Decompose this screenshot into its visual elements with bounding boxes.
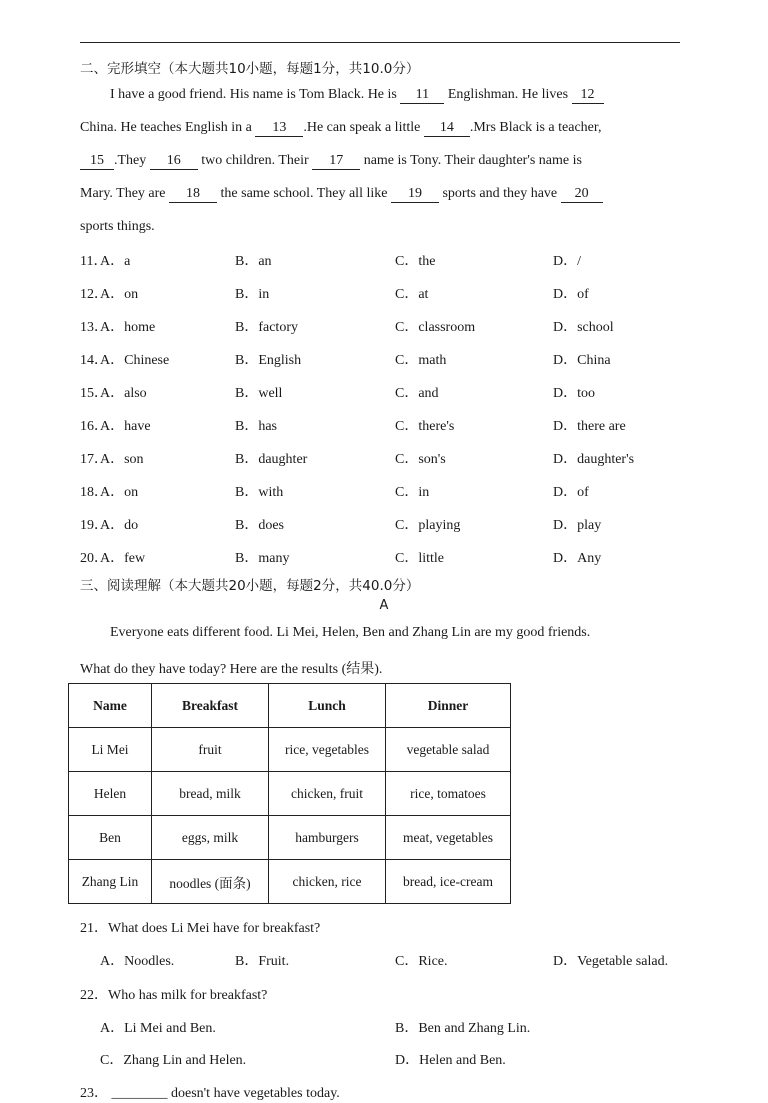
meal-table [68, 683, 511, 904]
option-d[interactable]: D．too [553, 386, 595, 401]
option-b[interactable]: B．has [235, 419, 277, 434]
blank-15: 15 [80, 153, 114, 170]
column-header: Breakfast [152, 684, 269, 728]
option-c[interactable]: C．playing [395, 518, 461, 533]
cloze-passage-line-2 [80, 111, 680, 144]
reading-intro-2: What do they have today? Here are the results (结果). [80, 662, 383, 677]
option-b[interactable]: B．daughter [235, 452, 308, 467]
option-b[interactable]: B．many [235, 551, 290, 566]
section-heading-reading: 三、阅读理解（本大题共20小题，每题2分，共40.0分） [80, 578, 420, 594]
option-a[interactable]: A．on [100, 287, 139, 302]
text: Englishman. He lives [447, 87, 569, 102]
table-cell: bread, ice-cream [386, 860, 511, 904]
blank-20: 20 [561, 186, 603, 203]
question-number: 14． [80, 353, 108, 368]
option-b[interactable]: B．English [235, 353, 302, 368]
option-b[interactable]: B．an [235, 254, 272, 269]
blank-19: 19 [391, 186, 439, 203]
table-cell: bread, milk [152, 772, 269, 816]
table-cell: rice, tomatoes [386, 772, 511, 816]
option-c[interactable]: C．Zhang Lin and Helen. [100, 1053, 247, 1068]
option-a[interactable]: A．do [100, 518, 139, 533]
question-23 [80, 1082, 340, 1102]
question-number: 11． [80, 254, 108, 269]
table-cell: eggs, milk [152, 816, 269, 860]
table-header-row [69, 684, 511, 728]
option-a[interactable]: A．a [100, 254, 131, 269]
option-b[interactable]: B．with [235, 485, 284, 500]
text: the same school. They all like [220, 186, 388, 201]
table-cell: chicken, rice [269, 860, 386, 904]
blank-18: 18 [169, 186, 217, 203]
option-c[interactable]: C．there's [395, 419, 455, 434]
option-c[interactable]: C．the [395, 254, 436, 269]
question-number: 19． [80, 518, 108, 533]
option-a[interactable]: A．home [100, 320, 156, 335]
text: name is Tony. Their daughter's name is [363, 153, 582, 168]
text: .He can speak a little [303, 120, 421, 135]
table-cell: chicken, fruit [269, 772, 386, 816]
table-row [69, 860, 511, 904]
option-d[interactable]: D．China [553, 353, 611, 368]
option-d[interactable]: D．Vegetable salad. [553, 954, 669, 969]
option-a[interactable]: A．Li Mei and Ben. [100, 1021, 216, 1036]
answer-blank: ________ [111, 1086, 168, 1101]
text: sports and they have [442, 186, 558, 201]
passage-label: A [379, 598, 389, 613]
column-header: Name [69, 684, 152, 728]
cloze-passage-line-5: sports things. [80, 219, 155, 234]
option-b[interactable]: B．well [235, 386, 283, 401]
question-number: 20． [80, 551, 108, 566]
option-c[interactable]: C．Rice. [395, 954, 448, 969]
question-number: 23． [80, 1086, 108, 1101]
text: I have a good friend. His name is Tom Black. He is [110, 87, 397, 102]
option-d[interactable]: D．play [553, 518, 602, 533]
question-number: 18． [80, 485, 108, 500]
question-number: 15． [80, 386, 108, 401]
question-text: doesn't have vegetables today. [171, 1086, 340, 1101]
option-d[interactable]: D．of [553, 287, 589, 302]
top-rule [80, 42, 680, 43]
option-a[interactable]: A．Chinese [100, 353, 170, 368]
blank-14: 14 [424, 120, 470, 137]
option-a[interactable]: A．have [100, 419, 151, 434]
blank-17: 17 [312, 153, 360, 170]
question-number: 16． [80, 419, 108, 434]
option-d[interactable]: D．/ [553, 254, 581, 269]
option-b[interactable]: B．Ben and Zhang Lin. [395, 1021, 531, 1036]
table-cell: noodles (面条) [152, 860, 269, 904]
option-d[interactable]: D．there are [553, 419, 626, 434]
table-cell: rice, vegetables [269, 728, 386, 772]
option-c[interactable]: C．at [395, 287, 429, 302]
option-c[interactable]: C．math [395, 353, 447, 368]
option-b[interactable]: B．Fruit. [235, 954, 290, 969]
table-cell: meat, vegetables [386, 816, 511, 860]
question-21-stem: 21．What does Li Mei have for breakfast? [80, 921, 321, 936]
cloze-passage-line-4 [80, 177, 680, 210]
table-cell: vegetable salad [386, 728, 511, 772]
text: .They [114, 153, 147, 168]
option-d[interactable]: D．daughter's [553, 452, 635, 467]
table-cell: Zhang Lin [69, 860, 152, 904]
option-c[interactable]: C．in [395, 485, 430, 500]
option-a[interactable]: A．on [100, 485, 139, 500]
option-d[interactable]: D．Any [553, 551, 602, 566]
cloze-passage-line-1 [80, 78, 680, 111]
option-a[interactable]: A．few [100, 551, 146, 566]
table-cell: Li Mei [69, 728, 152, 772]
blank-11: 11 [400, 87, 444, 104]
cloze-passage-line-3 [80, 144, 680, 177]
table-cell: hamburgers [269, 816, 386, 860]
option-c[interactable]: C．classroom [395, 320, 476, 335]
text: two children. Their [201, 153, 309, 168]
question-number: 12． [80, 287, 108, 302]
table-cell: Helen [69, 772, 152, 816]
blank-13: 13 [255, 120, 303, 137]
option-c[interactable]: C．son's [395, 452, 446, 467]
question-number: 17． [80, 452, 108, 467]
table-cell: fruit [152, 728, 269, 772]
table-row [69, 728, 511, 772]
text: China. He teaches English in a [80, 120, 252, 135]
reading-intro-1: Everyone eats different food. Li Mei, Helen, Ben and Zhang Lin are my good friends. [110, 625, 591, 640]
option-a[interactable]: A．Noodles. [100, 954, 175, 969]
option-b[interactable]: B．factory [235, 320, 298, 335]
option-a[interactable]: A．son [100, 452, 144, 467]
question-number: 13． [80, 320, 108, 335]
option-d[interactable]: D．of [553, 485, 589, 500]
option-b[interactable]: B．does [235, 518, 284, 533]
table-cell: Ben [69, 816, 152, 860]
option-b[interactable]: B．in [235, 287, 270, 302]
text: Mary. They are [80, 186, 166, 201]
text: .Mrs Black is a teacher, [469, 120, 602, 135]
option-d[interactable]: D．school [553, 320, 614, 335]
option-c[interactable]: C．and [395, 386, 439, 401]
option-c[interactable]: C．little [395, 551, 444, 566]
option-a[interactable]: A．also [100, 386, 147, 401]
table-row [69, 772, 511, 816]
table-row [69, 816, 511, 860]
option-d[interactable]: D．Helen and Ben. [395, 1053, 506, 1068]
blank-16: 16 [150, 153, 198, 170]
column-header: Dinner [386, 684, 511, 728]
section-heading-cloze: 二、完形填空（本大题共10小题，每题1分，共10.0分） [80, 61, 420, 77]
question-22-stem: 22．Who has milk for breakfast? [80, 988, 268, 1003]
column-header: Lunch [269, 684, 386, 728]
blank-12: 12 [572, 87, 604, 104]
